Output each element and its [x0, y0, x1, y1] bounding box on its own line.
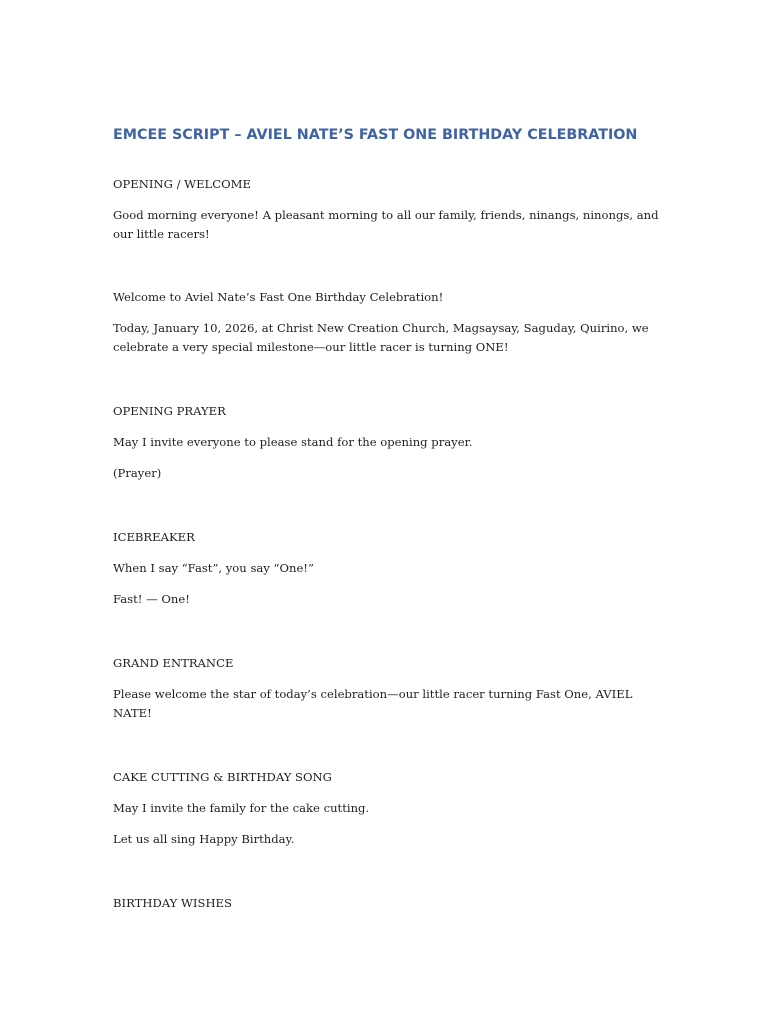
section-heading: ICEBREAKER	[113, 530, 195, 544]
paragraph: Today, January 10, 2026, at Christ New Creation Church, Magsaysay, Saguday, Quirino, we celebrate a very special milestone—our little racer is turning ONE!	[113, 321, 649, 354]
document-body	[113, 125, 661, 925]
section-birthday-wishes	[113, 893, 661, 913]
paragraph: May I invite everyone to please stand for the opening prayer.	[113, 435, 473, 449]
blank-line	[113, 256, 661, 288]
paragraph: Good morning everyone! A pleasant morning to all our family, friends, ninangs, ninongs, and our little racers!	[113, 208, 659, 241]
blank-line	[113, 735, 661, 767]
paragraph: May I invite the family for the cake cutting.	[113, 801, 370, 815]
section-opening	[113, 174, 661, 357]
section-grand-entrance	[113, 653, 661, 723]
section-opening-prayer	[113, 401, 661, 483]
paragraph: Welcome to Aviel Nate’s Fast One Birthday Celebration!	[113, 290, 444, 304]
section-heading: OPENING / WELCOME	[113, 177, 251, 191]
section-heading: GRAND ENTRANCE	[113, 656, 234, 670]
blank-line	[113, 495, 661, 527]
blank-line	[113, 369, 661, 401]
paragraph: When I say “Fast”, you say “One!”	[113, 561, 314, 575]
section-heading: BIRTHDAY WISHES	[113, 896, 232, 910]
section-icebreaker	[113, 527, 661, 609]
section-heading: CAKE CUTTING & BIRTHDAY SONG	[113, 770, 332, 784]
paragraph: Fast! — One!	[113, 592, 190, 606]
blank-line	[113, 861, 661, 893]
paragraph: (Prayer)	[113, 466, 162, 480]
paragraph: Please welcome the star of today’s celebration—our little racer turning Fast One, AVIEL NATE!	[113, 687, 633, 720]
document-title: EMCEE SCRIPT – AVIEL NATE’S FAST ONE BIRTHDAY CELEBRATION	[113, 127, 638, 143]
blank-line	[113, 621, 661, 653]
paragraph: Let us all sing Happy Birthday.	[113, 832, 295, 846]
section-cake-cutting	[113, 767, 661, 849]
section-heading: OPENING PRAYER	[113, 404, 226, 418]
